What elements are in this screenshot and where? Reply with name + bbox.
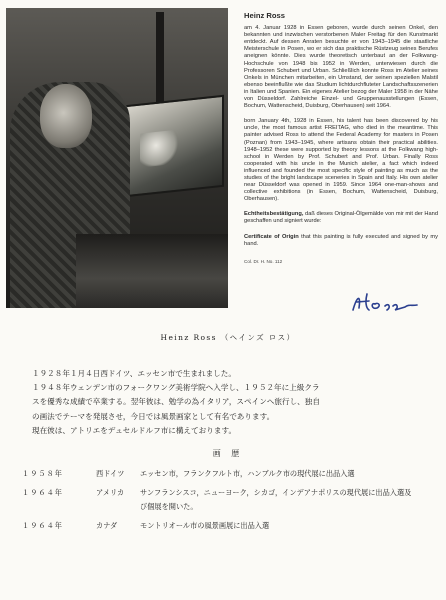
artist-signature — [347, 290, 427, 316]
japanese-title: Heinz Ross （ヘインズ ロス） — [160, 333, 296, 342]
certificate-text: that this painting is fully executed and signed by my hand. — [244, 233, 438, 247]
history-row — [22, 467, 434, 482]
echtheit-statement — [244, 211, 438, 225]
japanese-biography — [22, 367, 434, 438]
history-description: サンフランシスコ，ニューヨーク，シカゴ，インデアナポリスの現代展に出品入選及び個展を開いた。 — [140, 487, 412, 512]
certificate-label: Certificate of Origin — [244, 233, 299, 240]
history-row — [22, 486, 434, 515]
biography-column — [244, 12, 438, 265]
landscape-canvas — [124, 95, 224, 198]
echtheit-label: Echtheitsbestätigung, — [244, 211, 304, 218]
paint-table — [76, 234, 228, 308]
artist-name: Heinz Ross — [244, 11, 285, 20]
history-year: １９５８年 — [22, 469, 63, 479]
certificate-statement — [244, 234, 438, 248]
history-row — [22, 519, 434, 534]
history-heading: 画 歴 — [212, 449, 244, 459]
history-country: 西ドイツ — [96, 469, 125, 479]
collection-reference: Col. Dr. H. No. 112 — [244, 258, 283, 264]
history-description: モントリオール市の風景画展に出品入選 — [140, 520, 270, 530]
german-biography: am 4. Januar 1928 in Essen geboren, wurde durch seinen Onkel, den bekannten und inzwischen verstorbenen Maler Freitag für den Kunstmarkt entdeckt. Auf dessen Anraten besuchte er von 1943–1945 die staatliche Meisterschule in Posen, wo er sich das praktische Rüstzeug seines Berufes aneignen könnte. Dies wurde theoretisch unterbaut an der Folkwang-Hochschule von 1948 bis 1952 in Werden, unterwiesen durch die Professoren Schubert und Urban. Schließlich konnte Ross im Atelier seines Onkels in München mitarbeiten, ein Umstand, der seinen speziellen Malstil ebenso beeinflußte wie das Studium lichtdurchfluteter Landschaftsszenerien in Italien und Spanien. Ein eigenes Atelier bezog der Maler 1958 in der Nähe von Düsseldorf. Zahlreiche Einzel- und Gruppenausstellungen (Essen, Bochum, Wattenscheid, Duisburg, Oberhausen) seit 1964. — [244, 25, 438, 110]
history-description: エッセン市，フランクフルト市，ハンブルク市の現代展に出品入選 — [140, 469, 355, 479]
painter-head — [40, 84, 92, 148]
echtheit-text: daß dieses Original-Ölgemälde von mir mit der Hand geschaffen und signiert wurde: — [244, 211, 438, 225]
history-country: アメリカ — [96, 487, 125, 497]
history-year: １９６４年 — [22, 520, 63, 530]
bio-line: スを優秀な成績で卒業する。翌年彼は、勉学の為イタリア，スペインへ旅行し、独自 — [32, 397, 320, 407]
bio-line: の画法でテーマを発展させ，今日では風景画家として有名であります。 — [32, 411, 275, 421]
japanese-section — [22, 332, 434, 537]
bio-line: １９４８年ウェンデン市のフォークワング美術学院へ入学し、１９５２年に上級クラ — [32, 383, 320, 393]
english-biography: born January 4th, 1928 in Essen, his talent has been discovered by his uncle, the most famous artist FREITAG, who died in the meantime. This painter advised Ross to attend the Federal Academy for masters in Posen (Poznan) from 1943–1945, where artisans obtain their practical abilities. 1948–1952 these were supported by theory lessons at the Folkwang high-school in Werden by Prof. Schubert and Prof. Urban. Finally Ross cooperated with his uncle in the Munich atelier, a fact which indeed influenced and founded the most specific style of painting as much as the studies of the bright landscape sceneries in Spain and Italy. His own atelier near Düsseldorf was opened in 1959. Since 1964 one-man-shows and collective exhibitions (in Essen, Bochum, Wattenscheid, Duisburg, Oberhausen). — [244, 118, 438, 203]
bio-line: 現在彼は、アトリエをデュセルドルフ市に構えております。 — [32, 425, 237, 435]
history-year: １９６４年 — [22, 487, 63, 497]
history-country: カナダ — [96, 520, 118, 530]
artist-photo — [6, 8, 228, 308]
bio-line: １９２８年１月４日西ドイツ、エッセン市で生まれました。 — [32, 369, 236, 378]
